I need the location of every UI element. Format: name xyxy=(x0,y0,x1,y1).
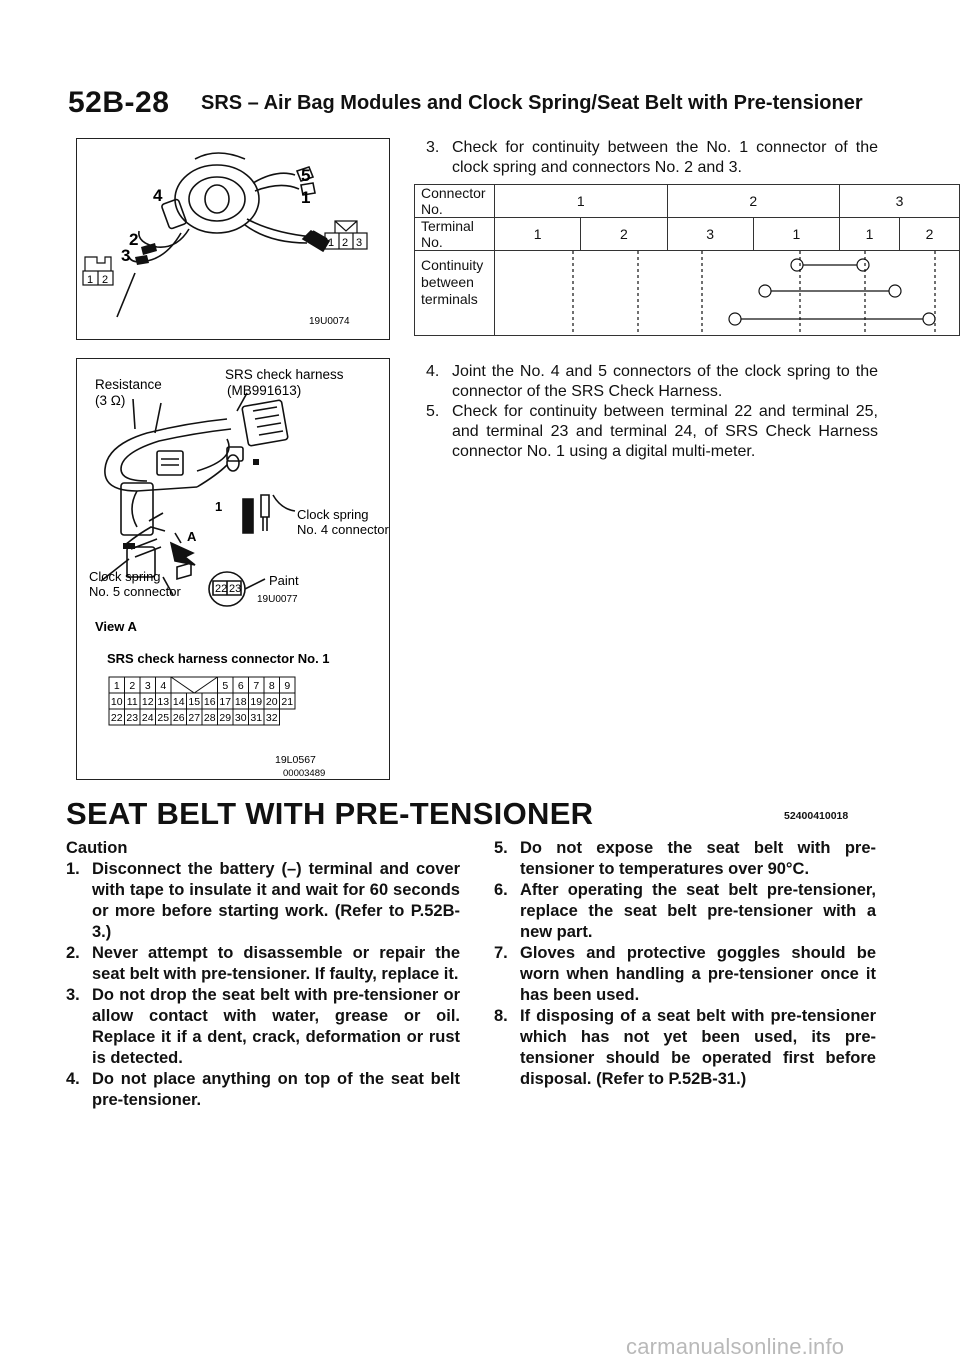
caution-item-7 xyxy=(494,943,876,1006)
pin-number: 17 xyxy=(219,696,232,708)
pin-number: 28 xyxy=(203,712,216,724)
pin-number: 15 xyxy=(188,696,201,708)
harness-label: SRS check harness xyxy=(225,367,344,382)
conn-left-pin-1: 1 xyxy=(87,274,94,286)
caution-left-column xyxy=(66,838,460,1111)
step-5 xyxy=(426,402,878,462)
caution-item-6 xyxy=(494,880,876,943)
connector-no-label: Connector No. xyxy=(415,185,495,218)
pin-number: 10 xyxy=(110,696,123,708)
caution-heading: Caution xyxy=(66,839,128,857)
pin-number: 25 xyxy=(157,712,170,724)
pin-number: 13 xyxy=(157,696,170,708)
pin-number: 2 xyxy=(129,680,136,692)
step-list-top xyxy=(426,138,878,178)
pin-number: 9 xyxy=(284,680,291,692)
pin-number: 4 xyxy=(160,680,167,692)
connector-pin-grid xyxy=(109,677,295,725)
step-number: 3. xyxy=(426,139,440,156)
pin-number: 24 xyxy=(141,712,154,724)
caution-item-2 xyxy=(66,943,460,985)
pin-number: 30 xyxy=(234,712,247,724)
conn-right-pin-2: 2 xyxy=(342,237,349,249)
pin-number: 7 xyxy=(253,680,260,692)
watermark: carmanualsonline.info xyxy=(626,1334,845,1359)
step-4 xyxy=(426,362,878,402)
pin-number: 6 xyxy=(237,680,244,692)
harness-illustration xyxy=(77,359,389,779)
pin-number: 31 xyxy=(250,712,263,724)
pin-cell xyxy=(171,677,218,693)
step-text: Check for continuity between the No. 1 connector of the clock spring and connectors No. 2 and 3. xyxy=(452,139,878,176)
paint-pin-23: 23 xyxy=(229,583,242,595)
continuity-diagram xyxy=(495,251,959,335)
clock-spring-4-connector: No. 4 connector xyxy=(297,522,389,537)
caution-right-column xyxy=(494,838,876,1090)
caution-item-4 xyxy=(66,1069,460,1111)
pin-number: 32 xyxy=(265,712,278,724)
terminal: 1 xyxy=(753,218,839,251)
paint-pin-22: 22 xyxy=(215,583,228,595)
pin-number: 27 xyxy=(188,712,201,724)
step-number: 4. xyxy=(426,363,440,380)
section-title: SEAT BELT WITH PRE-TENSIONER xyxy=(66,796,594,831)
caution-number: 2. xyxy=(66,944,80,962)
continuity-diagram-cell xyxy=(495,251,960,336)
pin-number: 11 xyxy=(126,696,138,708)
callout-4: 4 xyxy=(153,186,163,205)
caution-number: 7. xyxy=(494,944,508,962)
caution-text: Disconnect the battery (–) terminal and cover with tape to insulate it and wait for 60 seconds or more before starting work. (Refer to P.52B-3.) xyxy=(92,860,460,941)
step-text: Check for continuity between terminal 22 and terminal 25, and terminal 23 and terminal 24, of SRS Check Harness connector No. 1 using a digital multi-meter. xyxy=(452,403,878,460)
connector-1: 1 xyxy=(495,185,668,218)
pin-number: 12 xyxy=(141,696,154,708)
clock-spring-figure xyxy=(76,138,390,340)
terminal-no-label: Terminal No. xyxy=(415,218,495,251)
pin-number: 14 xyxy=(172,696,185,708)
clock-spring-5-connector: No. 5 connector xyxy=(89,584,181,599)
clock-spring-5-label: Clock spring xyxy=(89,569,161,584)
caution-number: 5. xyxy=(494,839,508,857)
caution-text: Do not place anything on top of the seat belt pre-tensioner. xyxy=(92,1070,460,1109)
pin-number: 18 xyxy=(234,696,247,708)
continuity-label-line-2: terminals xyxy=(421,291,478,307)
srs-check-harness-figure xyxy=(76,358,390,780)
view-a-label: View A xyxy=(95,619,137,634)
figure-code-a: 19U0077 xyxy=(257,594,298,605)
connector-title: SRS check harness connector No. 1 xyxy=(107,651,330,666)
terminal: 3 xyxy=(667,218,753,251)
clock-spring-4-label: Clock spring xyxy=(297,507,369,522)
caution-number: 1. xyxy=(66,860,80,878)
paint-label: Paint xyxy=(269,573,299,588)
pin-number: 5 xyxy=(222,680,229,692)
pin-number: 1 xyxy=(113,680,120,692)
section-code: 52400410018 xyxy=(784,810,849,822)
pin-number: 26 xyxy=(172,712,185,724)
connector-3: 3 xyxy=(840,185,960,218)
caution-item-5 xyxy=(494,838,876,880)
callout-a: A xyxy=(187,529,197,544)
figure-code-b: 19L0567 xyxy=(275,754,316,766)
caution-text: After operating the seat belt pre-tensioner, replace the seat belt pre-tensioner with a new part. xyxy=(520,881,876,941)
page-title: SRS – Air Bag Modules and Clock Spring/Seat Belt with Pre-tensioner xyxy=(201,92,863,114)
caution-number: 3. xyxy=(66,986,80,1004)
caution-text: If disposing of a seat belt with pre-tensioner which has not yet been used, its pre-tensioner should be operated first before disposal. (Refer to P.52B-31.) xyxy=(520,1007,876,1088)
clock-spring-illustration xyxy=(77,139,389,339)
continuity-label-line-1: Continuity between xyxy=(421,257,484,290)
pin-number: 16 xyxy=(203,696,216,708)
pin-number: 23 xyxy=(126,712,139,724)
pin-number: 22 xyxy=(110,712,123,724)
continuity-label xyxy=(415,251,495,336)
conn-right-pin-3: 3 xyxy=(356,237,363,249)
pin-number: 20 xyxy=(265,696,278,708)
callout-2: 2 xyxy=(129,230,139,249)
pin-number: 19 xyxy=(250,696,263,708)
pin-number: 8 xyxy=(268,680,275,692)
caution-item-3 xyxy=(66,985,460,1069)
caution-text: Never attempt to disassemble or repair the seat belt with pre-tensioner. If faulty, replace it. xyxy=(92,944,460,983)
callout-1: 1 xyxy=(215,499,223,514)
step-list-mid xyxy=(426,362,878,462)
caution-text: Do not drop the seat belt with pre-tensioner or allow contact with water, grease or oil. Replace it if a dent, crack, deformation or rust is detected. xyxy=(92,986,460,1067)
continuity-table xyxy=(414,184,960,336)
caution-number: 4. xyxy=(66,1070,80,1088)
pin-number: 29 xyxy=(219,712,232,724)
callout-5: 5 xyxy=(301,166,311,185)
terminal: 2 xyxy=(899,218,959,251)
step-number: 5. xyxy=(426,403,440,420)
caution-item-8 xyxy=(494,1006,876,1090)
caution-text: Gloves and protective goggles should be worn when handling a pre-tensioner once it has been used. xyxy=(520,944,876,1004)
connector-2: 2 xyxy=(667,185,840,218)
resistance-label: Resistance xyxy=(95,377,162,392)
conn-right-pin-1: 1 xyxy=(328,237,335,249)
resistance-value: (3 Ω) xyxy=(95,393,126,408)
terminal: 2 xyxy=(581,218,667,251)
terminal: 1 xyxy=(840,218,900,251)
step-3 xyxy=(426,138,878,178)
conn-left-pin-2: 2 xyxy=(102,274,109,286)
pin-number: 3 xyxy=(144,680,151,692)
caution-item-1 xyxy=(66,859,460,943)
step-text: Joint the No. 4 and 5 connectors of the clock spring to the connector of the SRS Check Harness. xyxy=(452,363,878,400)
keyway-mark xyxy=(171,677,218,693)
caution-number: 6. xyxy=(494,881,508,899)
figure-code: 19U0074 xyxy=(309,316,350,327)
callout-1: 1 xyxy=(301,188,311,207)
pin-number: 21 xyxy=(281,696,294,708)
caution-number: 8. xyxy=(494,1007,508,1025)
page-code: 52B-28 xyxy=(68,86,170,119)
figure-code-c: 00003489 xyxy=(283,768,326,779)
terminal: 1 xyxy=(495,218,581,251)
callout-3: 3 xyxy=(121,246,131,265)
caution-text: Do not expose the seat belt with pre-tensioner to temperatures over 90°C. xyxy=(520,839,876,878)
harness-part-number: (MB991613) xyxy=(227,383,302,398)
